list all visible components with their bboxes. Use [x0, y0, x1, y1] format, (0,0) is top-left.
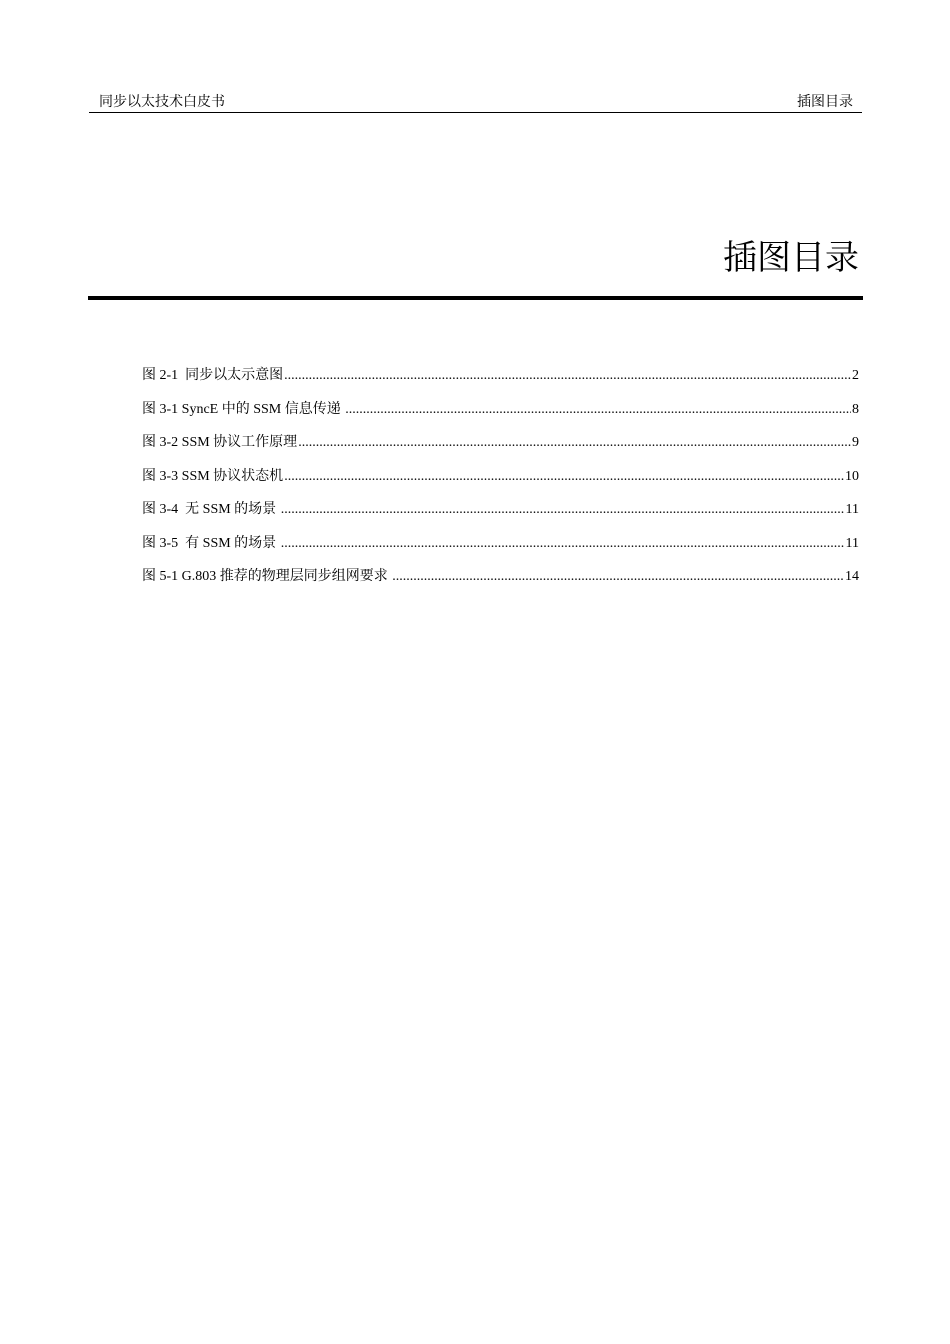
- toc-entry-label: 图 3-5 有 SSM 的场景: [142, 535, 280, 551]
- title-rule: [88, 296, 863, 300]
- toc-entry-page-number: 11: [845, 502, 859, 517]
- page-header: [89, 94, 862, 113]
- dot-leader: [281, 534, 845, 554]
- toc-entry-label: 图 3-4 无 SSM 的场景: [142, 502, 280, 517]
- toc-entry-label: 图 3-2 SSM 协议工作原理: [142, 435, 298, 450]
- toc-entry-label: 图 3-1 SyncE 中的 SSM 信息传递: [142, 401, 345, 417]
- toc-entry-label: 图 5-1 G.803 推荐的物理层同步组网要求: [142, 569, 392, 584]
- dot-leader: [345, 400, 851, 420]
- toc-entry-figure-3-1[interactable]: [142, 400, 859, 434]
- dot-leader: [284, 467, 844, 487]
- page-title: 插图目录: [723, 238, 859, 278]
- header-document-title: 同步以太技术白皮书: [99, 95, 225, 110]
- dot-leader: [392, 567, 844, 587]
- figure-list: [142, 366, 859, 601]
- dot-leader: [284, 366, 851, 386]
- toc-entry-page-number: 10: [845, 468, 859, 484]
- toc-entry-page-number: 2: [852, 368, 859, 383]
- toc-entry-label: 图 3-3 SSM 协议状态机: [142, 468, 284, 484]
- toc-entry-page-number: 9: [852, 435, 859, 450]
- toc-entry-figure-3-4[interactable]: [142, 500, 859, 534]
- toc-entry-figure-3-2[interactable]: [142, 433, 859, 467]
- toc-entry-page-number: 8: [852, 401, 859, 417]
- toc-entry-page-number: 14: [845, 569, 859, 584]
- dot-leader: [298, 433, 851, 453]
- toc-entry-figure-3-3[interactable]: [142, 467, 859, 501]
- toc-entry-page-number: 11: [845, 535, 859, 551]
- dot-leader: [281, 500, 845, 520]
- header-section-title: 插图目录: [797, 95, 853, 110]
- toc-entry-label: 图 2-1 同步以太示意图: [142, 368, 284, 383]
- toc-entry-figure-2-1[interactable]: [142, 366, 859, 400]
- toc-entry-figure-5-1[interactable]: [142, 567, 859, 601]
- toc-entry-figure-3-5[interactable]: [142, 534, 859, 568]
